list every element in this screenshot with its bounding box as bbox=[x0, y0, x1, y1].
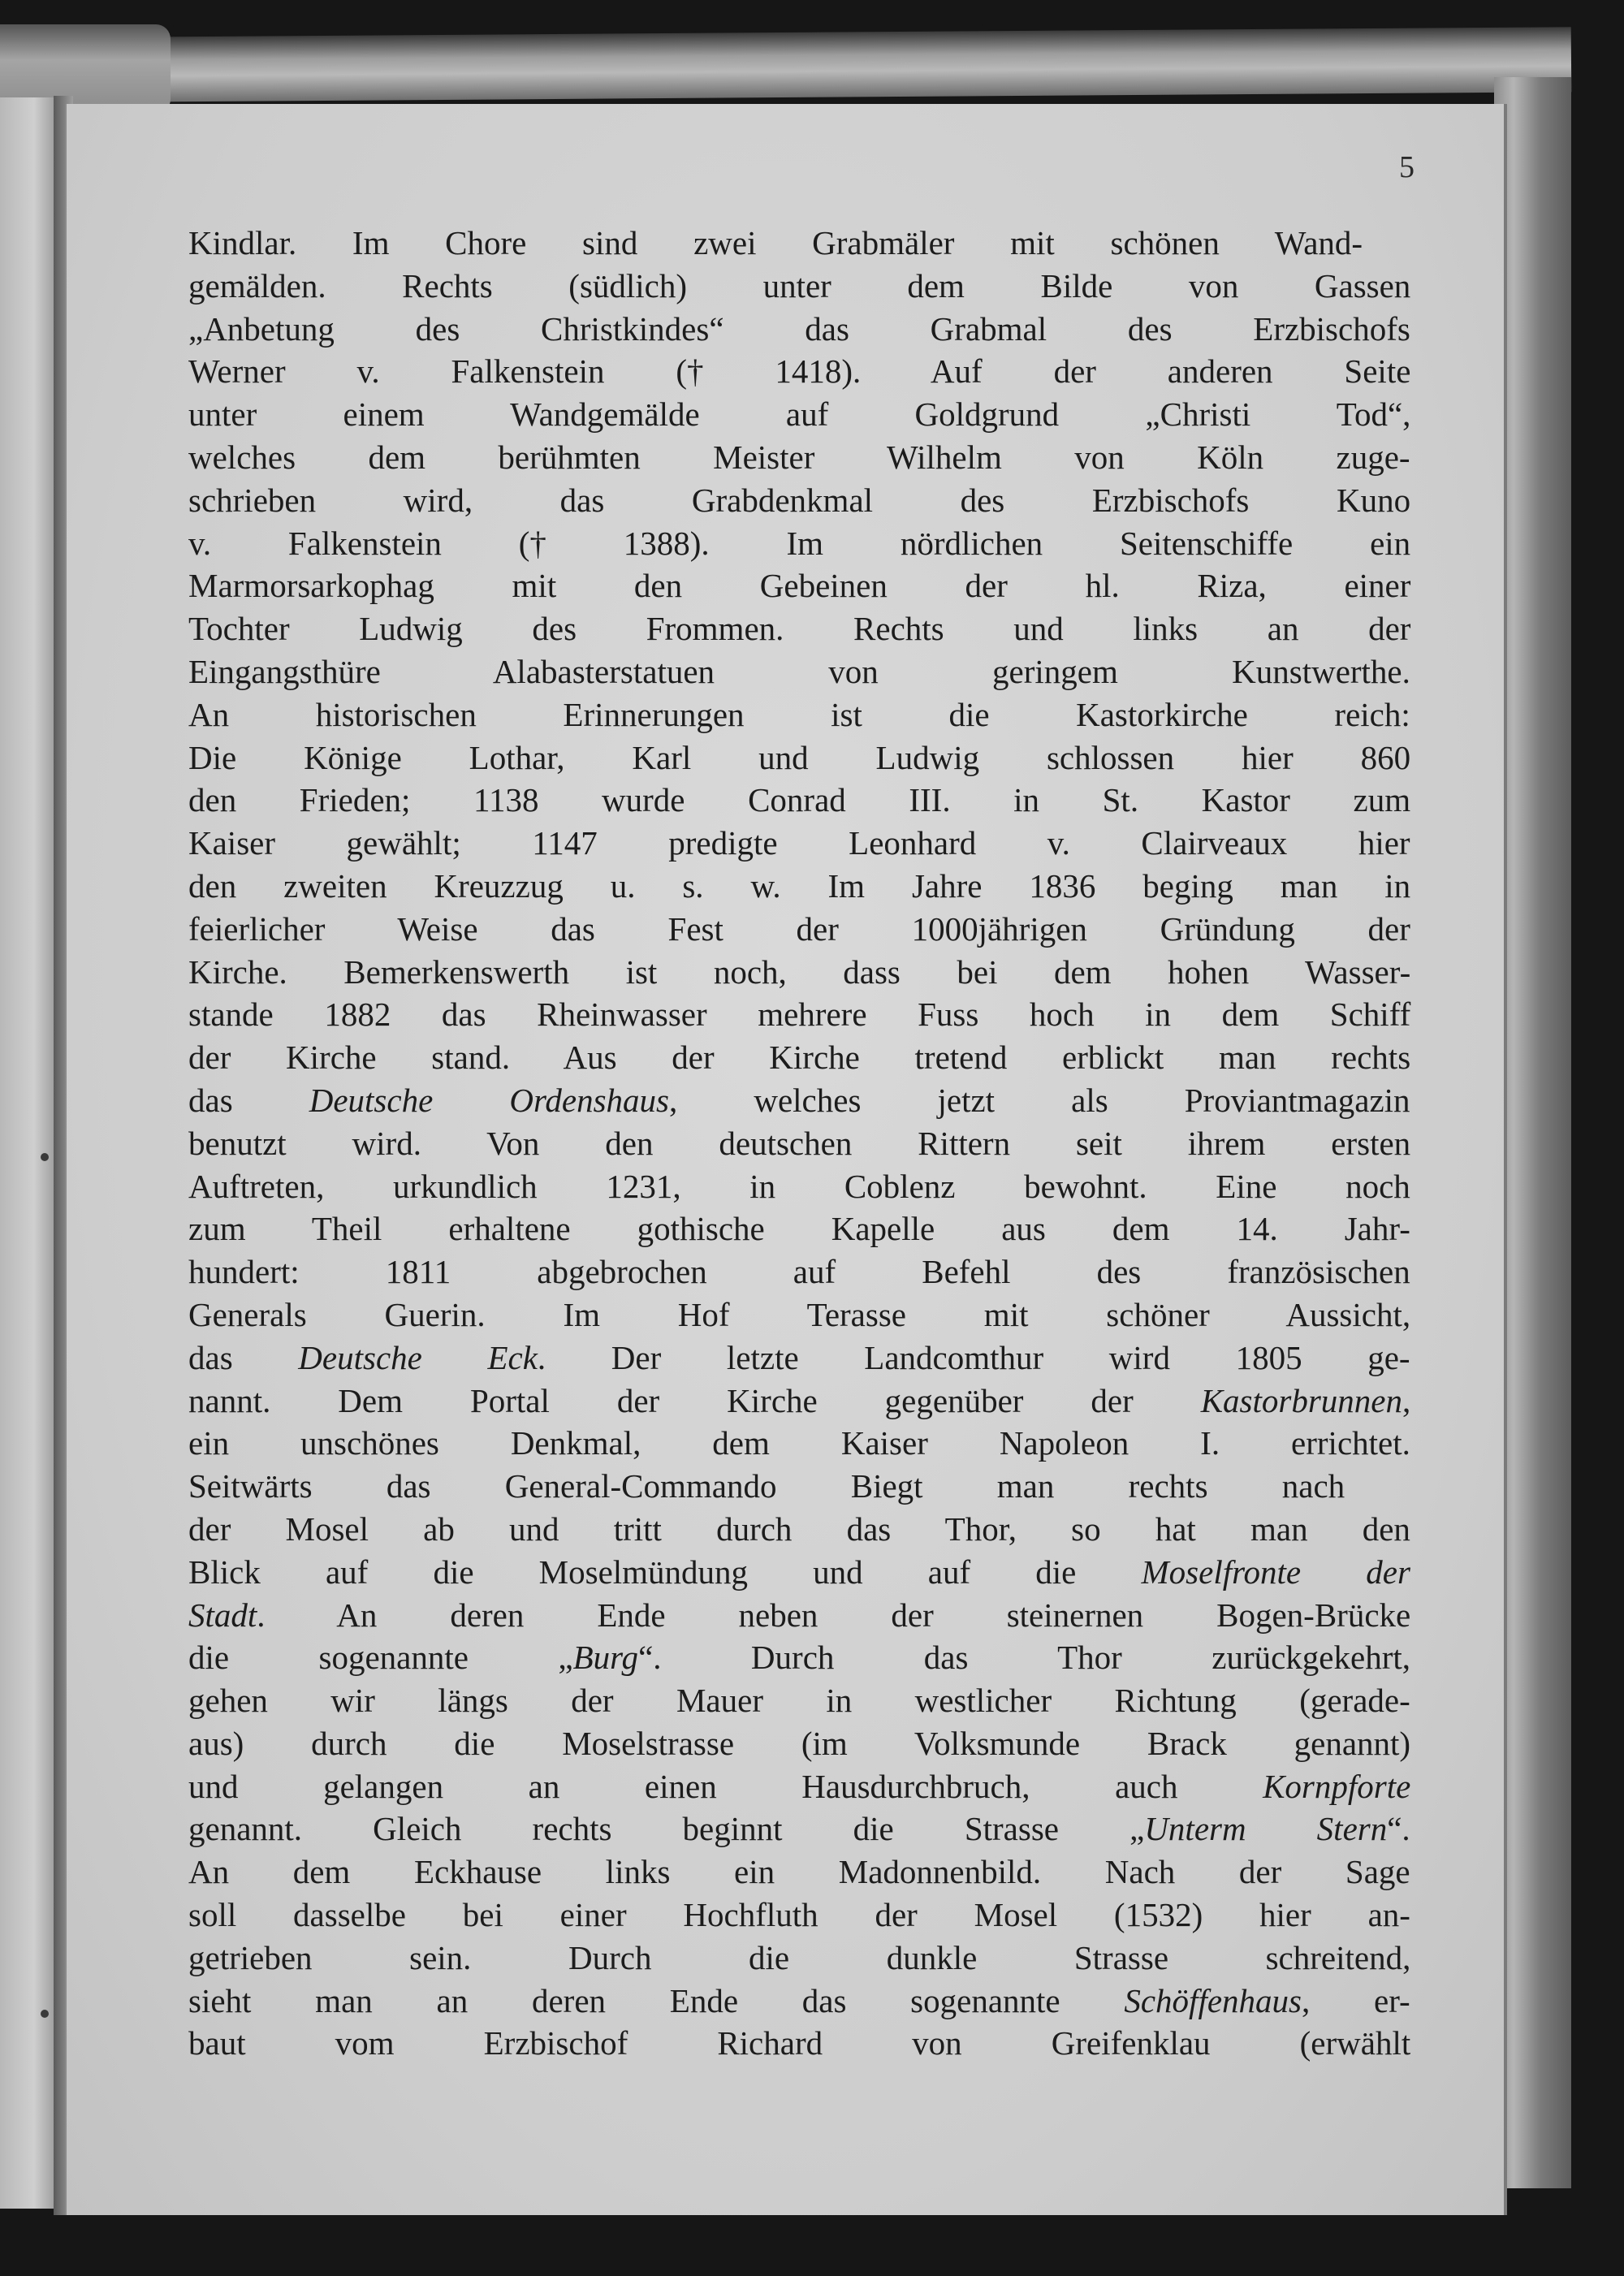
text-segment: Seitwärts das General-Commando Biegt man rechts nach bbox=[188, 1467, 1345, 1505]
text-segment: Kaiser gewählt; 1147 predigte Leonhard v. Clairveaux hier bbox=[188, 824, 1410, 862]
text-line bbox=[188, 1679, 1410, 1722]
text-segment: Werner v. Falkenstein († 1418). Auf der anderen Seite bbox=[188, 352, 1411, 391]
text-line bbox=[188, 1293, 1410, 1337]
text-segment: gemälden. Rechts (südlich) unter dem Bilde von Gassen bbox=[188, 266, 1411, 304]
margin-mark bbox=[41, 2010, 49, 2018]
text-line bbox=[188, 1551, 1410, 1594]
text-line bbox=[188, 779, 1410, 822]
text-segment: . An deren Ende neben der steinernen Bogen-Brücke bbox=[257, 1596, 1411, 1634]
text-line bbox=[188, 908, 1410, 951]
text-line bbox=[188, 1722, 1410, 1765]
text-segment: genannt. Gleich rechts beginnt die Strasse „ bbox=[188, 1810, 1145, 1848]
text-line bbox=[188, 479, 1410, 522]
text-segment: . Der letzte Landcomthur wird 1805 ge- bbox=[537, 1338, 1410, 1376]
text-line bbox=[188, 1207, 1410, 1250]
text-line bbox=[188, 1250, 1410, 1293]
text-line bbox=[188, 736, 1410, 780]
text-segment: den Frieden; 1138 wurde Conrad III. in St. Kastor zum bbox=[188, 781, 1411, 819]
italic-text: Stadt bbox=[188, 1596, 257, 1634]
text-segment: Kirche. Bemerkenswerth ist noch, dass bei dem hohen Wasser- bbox=[188, 952, 1411, 991]
text-segment: nannt. Dem Portal der Kirche gegenüber der bbox=[188, 1381, 1201, 1419]
text-segment: feierlicher Weise das Fest der 1000jährigen Gründung der bbox=[188, 909, 1410, 948]
italic-text: Kastorbrunnen bbox=[1200, 1381, 1403, 1419]
text-segment: , welches jetzt als Proviantmagazin bbox=[669, 1081, 1410, 1119]
italic-text: Deutsche Eck bbox=[298, 1338, 538, 1376]
text-segment: Marmorsarkophag mit den Gebeinen der hl. Riza, einer bbox=[188, 567, 1411, 605]
text-segment: An dem Eckhause links ein Madonnenbild. Nach der Sage bbox=[188, 1853, 1410, 1891]
text-segment: den zweiten Kreuzzug u. s. w. Im Jahre 1836 beging man in bbox=[188, 866, 1411, 905]
text-line bbox=[188, 436, 1410, 479]
text-segment: das bbox=[188, 1338, 299, 1376]
text-segment: der Mosel ab und tritt durch das Thor, so hat man den bbox=[188, 1509, 1410, 1548]
text-segment: stande 1882 das Rheinwasser mehrere Fuss hoch in dem Schiff bbox=[188, 995, 1411, 1034]
text-line bbox=[188, 1508, 1410, 1551]
text-segment: unter einem Wandgemälde auf Goldgrund „Christi Tod“, bbox=[188, 395, 1411, 434]
text-line bbox=[188, 393, 1410, 436]
text-line bbox=[188, 993, 1410, 1036]
text-segment: Generals Guerin. Im Hof Terasse mit schöner Aussicht, bbox=[188, 1295, 1411, 1333]
text-segment: der Kirche stand. Aus der Kirche tretend erblickt man rechts bbox=[188, 1039, 1411, 1077]
text-line bbox=[188, 1036, 1410, 1079]
text-segment: Eingangsthüre Alabasterstatuen von geringem Kunstwerthe. bbox=[188, 652, 1410, 690]
text-segment: benutzt wird. Von den deutschen Rittern seit ihrem ersten bbox=[188, 1124, 1411, 1162]
text-line bbox=[188, 693, 1410, 736]
text-segment: gehen wir längs der Mauer in westlicher Richtung (gerade- bbox=[188, 1682, 1410, 1720]
text-segment: Auftreten, urkundlich 1231, in Coblenz bewohnt. Eine noch bbox=[188, 1167, 1410, 1205]
italic-text: Kornpforte bbox=[1263, 1767, 1411, 1805]
text-segment: getrieben sein. Durch die dunkle Strasse schreitend, bbox=[188, 1938, 1411, 1976]
text-line bbox=[188, 1337, 1410, 1380]
text-line bbox=[188, 1465, 1410, 1508]
text-line bbox=[188, 350, 1410, 393]
text-line bbox=[188, 1807, 1410, 1851]
text-segment: ein unschönes Denkmal, dem Kaiser Napoleon I. errichtet. bbox=[188, 1424, 1410, 1462]
text-line bbox=[188, 1894, 1410, 1937]
text-line bbox=[188, 265, 1410, 308]
text-segment: die sogenannte „ bbox=[188, 1639, 573, 1677]
text-segment: “. bbox=[1387, 1810, 1410, 1848]
text-segment: soll dasselbe bei einer Hochfluth der Mosel (1532) hier an- bbox=[188, 1896, 1410, 1934]
text-segment: “. Durch das Thor zurückgekehrt, bbox=[638, 1639, 1410, 1677]
text-line bbox=[188, 1594, 1410, 1637]
text-line bbox=[188, 1980, 1410, 2023]
italic-text: Schöffenhaus bbox=[1124, 1981, 1302, 2019]
book-spine bbox=[0, 27, 1571, 103]
body-text bbox=[188, 222, 1410, 2065]
italic-text: Deutsche Ordenshaus bbox=[309, 1081, 670, 1119]
text-segment: baut vom Erzbischof Richard von Greifenklau (erwählt bbox=[188, 2024, 1411, 2062]
text-line bbox=[188, 1851, 1410, 1894]
text-line bbox=[188, 1765, 1410, 1808]
italic-text: Burg bbox=[572, 1639, 639, 1677]
text-line bbox=[188, 564, 1410, 607]
text-line bbox=[188, 1122, 1410, 1165]
text-line bbox=[188, 308, 1410, 351]
text-line bbox=[188, 1165, 1410, 1208]
text-line bbox=[188, 1380, 1410, 1423]
text-segment: Tochter Ludwig des Frommen. Rechts und links an der bbox=[188, 610, 1411, 648]
text-segment: das bbox=[188, 1081, 309, 1119]
text-segment: sieht man an deren Ende das sogenannte bbox=[188, 1981, 1125, 2019]
text-line bbox=[188, 951, 1410, 994]
text-line bbox=[188, 822, 1410, 865]
text-line bbox=[188, 2022, 1410, 2065]
text-segment: „Anbetung des Christkindes“ das Grabmal des Erzbischofs bbox=[188, 309, 1410, 348]
text-segment: An historischen Erinnerungen ist die Kastorkirche reich: bbox=[188, 695, 1410, 733]
text-segment: welches dem berühmten Meister Wilhelm von Köln zuge- bbox=[188, 438, 1410, 476]
text-segment: zum Theil erhaltene gothische Kapelle aus dem 14. Jahr- bbox=[188, 1210, 1410, 1248]
text-segment: Blick auf die Moselmündung und auf die bbox=[188, 1553, 1142, 1591]
margin-mark bbox=[41, 1153, 49, 1161]
text-line bbox=[188, 222, 1410, 265]
text-line bbox=[188, 522, 1410, 565]
text-line bbox=[188, 607, 1410, 650]
text-line bbox=[188, 650, 1410, 693]
page-number: 5 bbox=[1399, 150, 1415, 184]
text-line bbox=[188, 1636, 1410, 1679]
text-line bbox=[188, 1422, 1410, 1465]
text-line bbox=[188, 1937, 1410, 1980]
text-segment: v. Falkenstein († 1388). Im nördlichen Seitenschiffe ein bbox=[188, 524, 1411, 562]
text-segment: hundert: 1811 abgebrochen auf Befehl des französischen bbox=[188, 1253, 1410, 1291]
text-line bbox=[188, 1079, 1410, 1122]
italic-text: Unterm Stern bbox=[1144, 1810, 1388, 1848]
text-segment: , er- bbox=[1302, 1981, 1410, 2019]
italic-text: Moselfronte der bbox=[1141, 1553, 1410, 1591]
text-segment: , bbox=[1402, 1381, 1411, 1419]
previous-page-edge bbox=[0, 97, 59, 2209]
text-segment: Kindlar. Im Chore sind zwei Grabmäler mit schönen Wand- bbox=[188, 224, 1363, 261]
text-segment: und gelangen an einen Hausdurchbruch, auch bbox=[188, 1767, 1263, 1805]
text-segment: schrieben wird, das Grabdenkmal des Erzbischofs Kuno bbox=[188, 481, 1411, 519]
text-segment: aus) durch die Moselstrasse (im Volksmunde Brack genannt) bbox=[188, 1724, 1411, 1762]
book-page bbox=[65, 104, 1507, 2215]
text-segment: Die Könige Lothar, Karl und Ludwig schlossen hier 860 bbox=[188, 738, 1411, 776]
text-line bbox=[188, 865, 1410, 908]
